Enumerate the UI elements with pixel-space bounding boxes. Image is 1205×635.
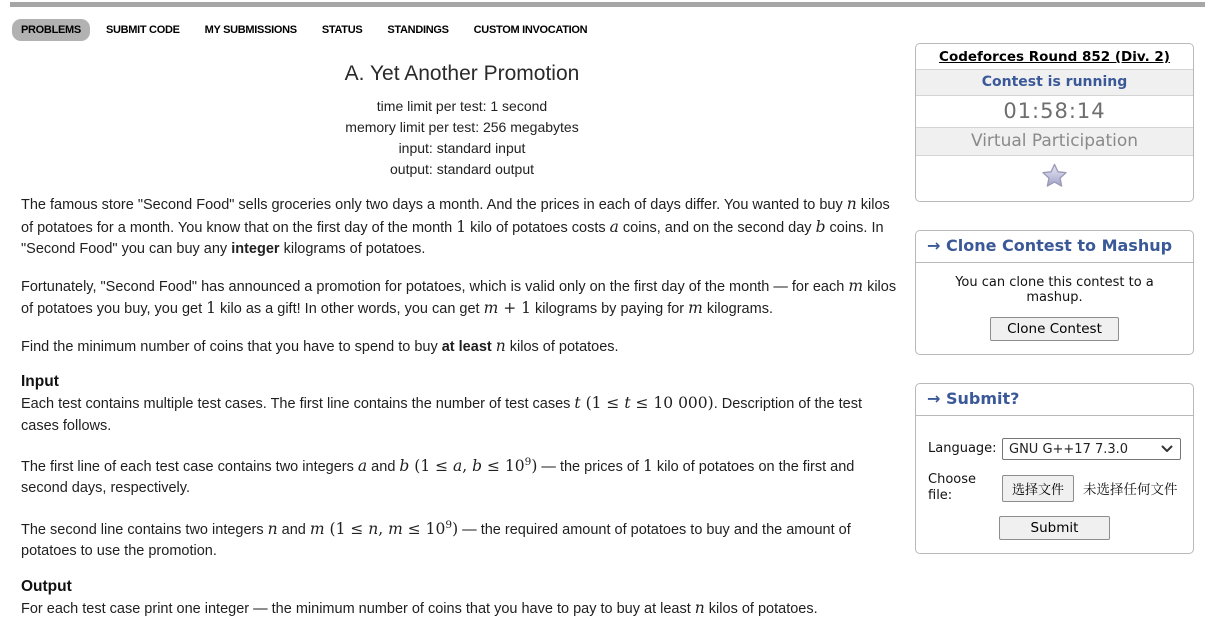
statement-paragraph: The famous store "Second Food" sells groceries only two days a month. And the prices in each of days differ. You wanted to buy n kilos of potatoes for a month. You know that on the first day of the month 1 kilo of potatoes costs a coins, and on the second day b coins. In "Second Food" you can buy any integer kilograms of potatoes. [21,195,890,257]
statement-paragraph: The first line of each test case contains two integers a and b (1 ≤ a, $b \le 10^9$) — the prices of 1 kilo of potatoes on the first and second days, respectively. [21,456,855,497]
submit-form [916,416,1193,553]
limit-line: input: standard input [398,140,526,156]
tab-standings[interactable]: STANDINGS [387,24,449,36]
submit-box-header: → Submit? [916,384,1193,416]
submit-box [915,383,1194,554]
tab-submit-code[interactable]: SUBMIT CODE [105,24,180,36]
statement-paragraph: The second line contains two integers n and m (1 ≤ n, $m \le 10^9$) — the required amount of potatoes to buy and the amount of potatoes to use the promotion. [21,518,851,560]
top-divider [10,2,1205,7]
contest-info-box [915,43,1194,202]
statement-blocks [21,194,903,620]
limit-line: output: standard output [390,161,534,177]
chevron-down-icon [1161,445,1173,453]
choose-file-button[interactable]: 选择文件 [1002,475,1074,502]
file-status-text: 未选择任何文件 [1083,482,1178,498]
clone-contest-box [915,230,1194,355]
language-row [928,438,1181,460]
submit-button[interactable]: Submit [999,516,1111,540]
section-heading: Output [21,577,72,595]
statement-paragraph: For each test case print one integer — the minimum number of coins that you have to pay to buy at least n kilos of potatoes. [21,598,818,617]
problem-statement [21,58,903,635]
choose-file-label: Choose file: [928,472,976,503]
participation-mode: Virtual Participation [916,127,1193,156]
tab-custom-invocation[interactable]: CUSTOM INVOCATION [473,24,588,36]
contest-title-link[interactable]: Codeforces Round 852 (Div. 2) [939,49,1170,65]
tab-problems[interactable]: PROBLEMS [12,19,90,41]
problem-title: A. Yet Another Promotion [344,62,580,85]
language-select[interactable] [1002,438,1181,460]
tab-bar [12,19,596,41]
limit-line: memory limit per test: 256 megabytes [345,119,579,135]
star-row [916,156,1193,201]
language-selected-value: GNU G++17 7.3.0 [1009,441,1129,457]
tab-my-submissions[interactable]: MY SUBMISSIONS [204,24,297,36]
clone-box-header: → Clone Contest to Mashup [916,231,1193,263]
contest-title-row [916,44,1193,69]
contest-status: Contest is running [916,69,1193,96]
file-input [1002,475,1178,502]
language-label: Language: [928,441,997,456]
sidebar [915,43,1194,554]
statement-paragraph: Each test contains multiple test cases. The first line contains the number of test cases t (1 ≤ t ≤ 10 000). Description of the test cases follows. [21,394,862,434]
problem-limits [21,96,903,180]
statement-paragraph: Find the minimum number of coins that you have to spend to buy at least n kilos of potatoes. [21,336,619,355]
contest-timer: 01:58:14 [1003,99,1106,123]
limit-line: time limit per test: 1 second [376,98,548,114]
choose-file-row [928,472,1181,504]
statement-paragraph: Fortunately, "Second Food" has announced a promotion for potatoes, which is valid only on the first day of the month — for each m kilos of potatoes you buy, you get 1 kilo as a gift! In other words, you can get m + 1 kilograms by paying for m kilograms. [21,276,897,317]
clone-description: You can clone this contest to a mashup. [955,275,1154,305]
star-icon[interactable] [1041,163,1068,188]
section-heading: Input [21,373,59,390]
clone-box-body [916,263,1193,354]
tab-status[interactable]: STATUS [321,24,363,36]
clone-contest-button[interactable]: Clone Contest [990,317,1119,341]
